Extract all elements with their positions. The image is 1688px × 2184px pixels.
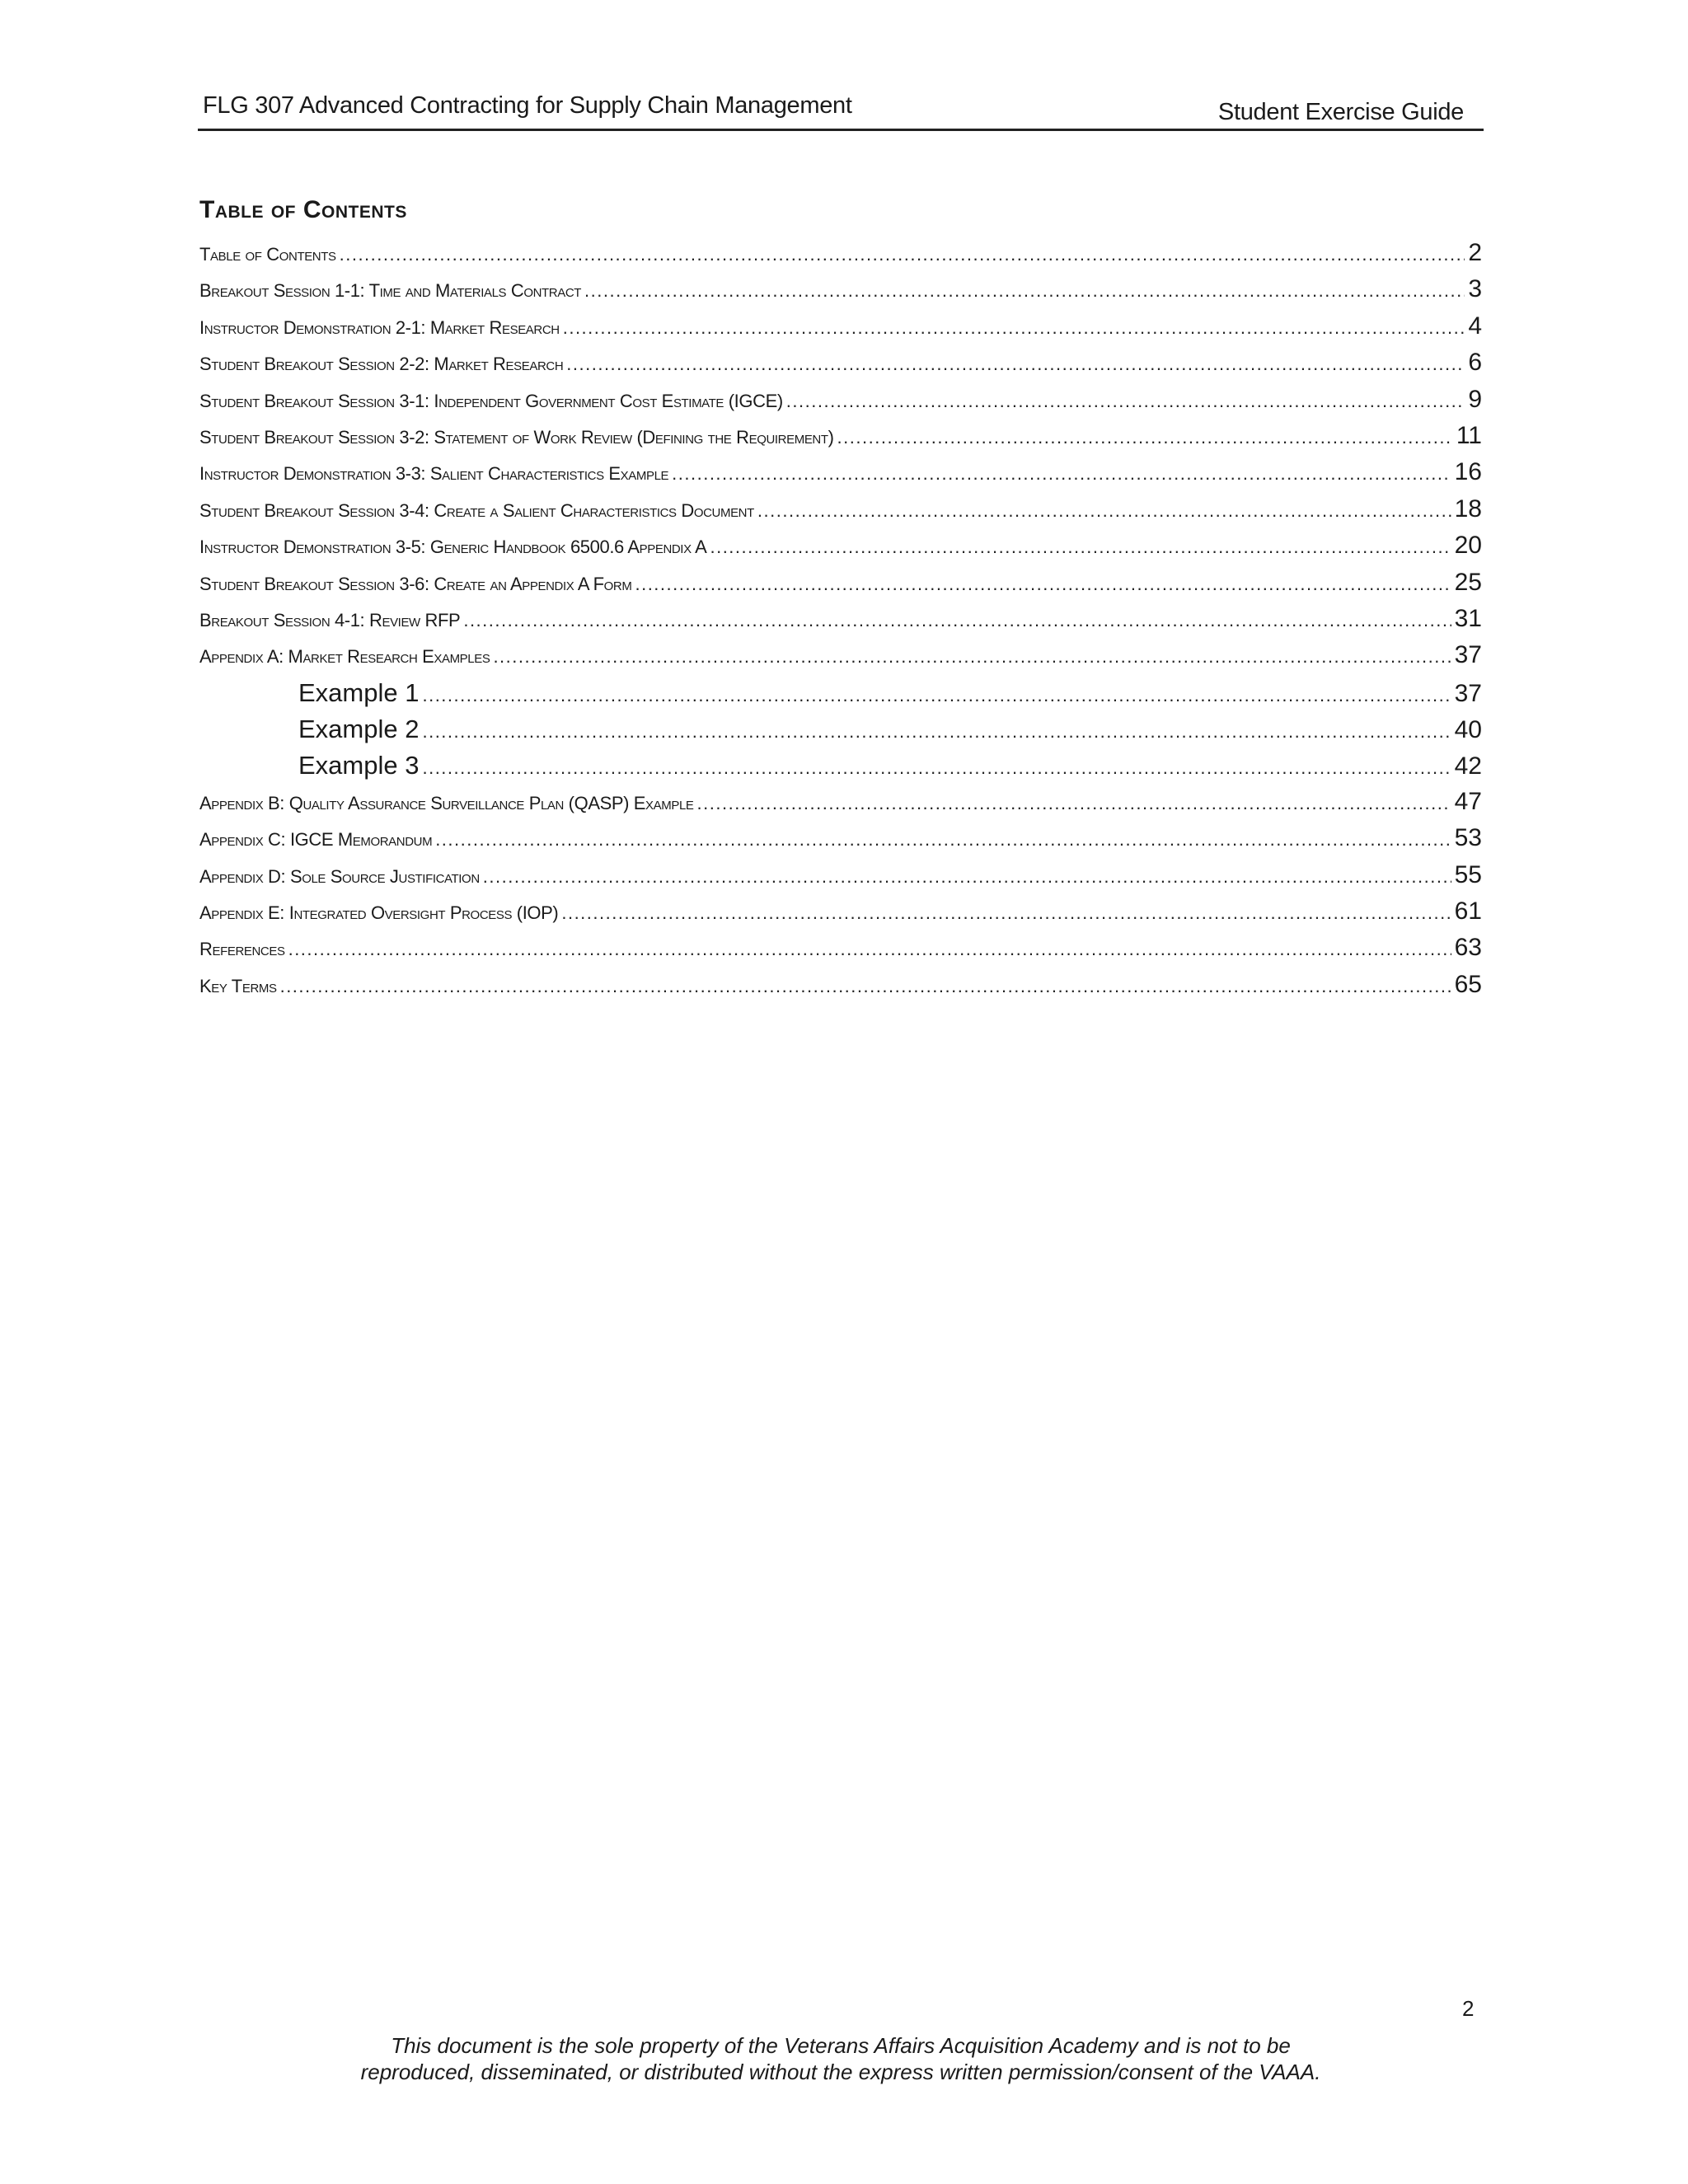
dot-leader: [422, 685, 1451, 706]
toc-entry-label: Student Breakout Session 3-6: Create an Appendix A Form: [199, 573, 632, 594]
dot-leader: [422, 721, 1451, 743]
toc-entry-page: 3: [1468, 275, 1482, 303]
toc-entry-page: 2: [1468, 239, 1482, 266]
toc-entry-page: 4: [1468, 312, 1482, 340]
dot-leader: [635, 574, 1451, 595]
toc-entry-demo-3-3[interactable]: [199, 458, 1482, 494]
toc-entry-breakout-1-1[interactable]: [199, 275, 1482, 312]
toc-entry-appendix-c[interactable]: [199, 824, 1482, 860]
toc-entry-appendix-b[interactable]: [199, 788, 1482, 824]
dot-leader: [563, 317, 1465, 339]
toc-entry-label: Breakout Session 1-1: Time and Materials Contract: [199, 280, 582, 302]
toc-entry-label: Breakout Session 4-1: Review RFP: [199, 609, 461, 630]
toc-entry-page: 11: [1456, 421, 1482, 449]
toc-entry-page: 55: [1454, 860, 1482, 888]
toc-entry-label: Key Terms: [199, 975, 277, 996]
dot-leader: [483, 866, 1451, 888]
toc-entry-label: Appendix B: Quality Assurance Surveillance Plan (QASP) Example: [199, 792, 694, 813]
dot-leader: [584, 280, 1465, 302]
toc-entry-page: 42: [1454, 752, 1482, 780]
page-number: 2: [1462, 1996, 1475, 2021]
toc-entry-appendix-a[interactable]: [199, 641, 1482, 677]
dot-leader: [288, 939, 1451, 960]
toc-entry-page: 63: [1454, 934, 1482, 962]
dot-leader: [561, 902, 1451, 924]
toc-entry-label: Appendix C: IGCE Memorandum: [199, 829, 433, 851]
dot-leader: [837, 427, 1453, 448]
toc-entry-key-terms[interactable]: [199, 971, 1482, 1007]
toc-entry-label: Appendix D: Sole Source Justification: [199, 865, 480, 887]
toc-entry-page: 9: [1468, 385, 1482, 413]
page-header: [198, 92, 1484, 131]
toc-entry-example-3[interactable]: [199, 751, 1482, 787]
dot-leader: [422, 757, 1451, 779]
toc-entry-page: 40: [1454, 716, 1482, 744]
dot-leader: [566, 354, 1465, 375]
toc-entry-example-1[interactable]: [199, 678, 1482, 715]
toc-entry-table-of-contents[interactable]: [199, 239, 1482, 275]
toc-entry-page: 47: [1454, 787, 1482, 815]
table-of-contents: [199, 239, 1482, 1007]
guide-title: Student Exercise Guide: [1217, 99, 1464, 125]
dot-leader: [757, 500, 1451, 522]
toc-entry-label: Example 3: [298, 751, 420, 780]
toc-entry-page: 37: [1454, 679, 1482, 707]
toc-entry-breakout-4-1[interactable]: [199, 605, 1482, 641]
dot-leader: [697, 793, 1451, 814]
toc-entry-breakout-3-6[interactable]: [199, 569, 1482, 605]
toc-entry-label: Instructor Demonstration 3-3: Salient Characteristics Example: [199, 463, 669, 485]
toc-entry-demo-2-1[interactable]: [199, 312, 1482, 349]
toc-entry-label: Appendix A: Market Research Examples: [199, 646, 490, 668]
dot-leader: [463, 610, 1451, 631]
toc-entry-label: Student Breakout Session 3-1: Independent Government Cost Estimate (IGCE): [199, 390, 783, 411]
toc-entry-label: Student Breakout Session 3-2: Statement of Work Review (Defining the Requirement): [199, 426, 834, 448]
toc-entry-demo-3-5[interactable]: [199, 532, 1482, 568]
toc-entry-page: 65: [1454, 970, 1482, 998]
dot-leader: [280, 976, 1451, 997]
dot-leader: [435, 829, 1451, 851]
toc-entry-label: Student Breakout Session 3-4: Create a Salient Characteristics Document: [199, 499, 754, 521]
course-title: FLG 307 Advanced Contracting for Supply Chain Management: [203, 92, 852, 119]
toc-entry-page: 31: [1454, 604, 1482, 632]
toc-entry-page: 61: [1454, 898, 1482, 926]
toc-entry-breakout-3-2[interactable]: [199, 422, 1482, 458]
toc-entry-label: Example 1: [298, 677, 420, 707]
toc-entry-breakout-2-2[interactable]: [199, 349, 1482, 385]
toc-entry-label: Instructor Demonstration 3-5: Generic Handbook 6500.6 Appendix A: [199, 537, 707, 558]
toc-entry-appendix-e[interactable]: [199, 898, 1482, 934]
toc-entry-label: Student Breakout Session 2-2: Market Research: [199, 354, 564, 375]
toc-entry-references[interactable]: [199, 934, 1482, 970]
toc-entry-page: 6: [1468, 349, 1482, 377]
toc-entry-page: 18: [1454, 494, 1482, 523]
dot-leader: [710, 537, 1451, 558]
toc-entry-label: Table of Contents: [199, 244, 336, 265]
toc-entry-page: 37: [1454, 641, 1482, 669]
toc-entry-page: 25: [1454, 568, 1482, 596]
toc-entry-label: Instructor Demonstration 2-1: Market Research: [199, 316, 560, 338]
footer-line-2: reproduced, disseminated, or distributed without the express written permission/consent of the VAAA.: [360, 2060, 1321, 2084]
dot-leader: [493, 646, 1451, 668]
toc-entry-breakout-3-4[interactable]: [199, 495, 1482, 532]
toc-entry-page: 53: [1454, 824, 1482, 852]
toc-entry-page: 16: [1454, 458, 1482, 486]
page-footer: [198, 2032, 1484, 2085]
dot-leader: [786, 391, 1465, 412]
toc-entry-label: Example 2: [298, 715, 420, 744]
toc-entry-label: Appendix E: Integrated Oversight Process (IOP): [199, 902, 559, 924]
toc-heading: Table of Contents: [199, 196, 407, 223]
dot-leader: [340, 244, 1465, 265]
toc-entry-breakout-3-1[interactable]: [199, 386, 1482, 422]
toc-entry-page: 20: [1454, 532, 1482, 560]
toc-entry-label: References: [199, 939, 285, 960]
footer-line-1: This document is the sole property of the Veterans Affairs Acquisition Academy and is not to be: [391, 2033, 1291, 2058]
toc-entry-appendix-d[interactable]: [199, 861, 1482, 898]
dot-leader: [672, 463, 1451, 485]
toc-entry-example-2[interactable]: [199, 715, 1482, 751]
